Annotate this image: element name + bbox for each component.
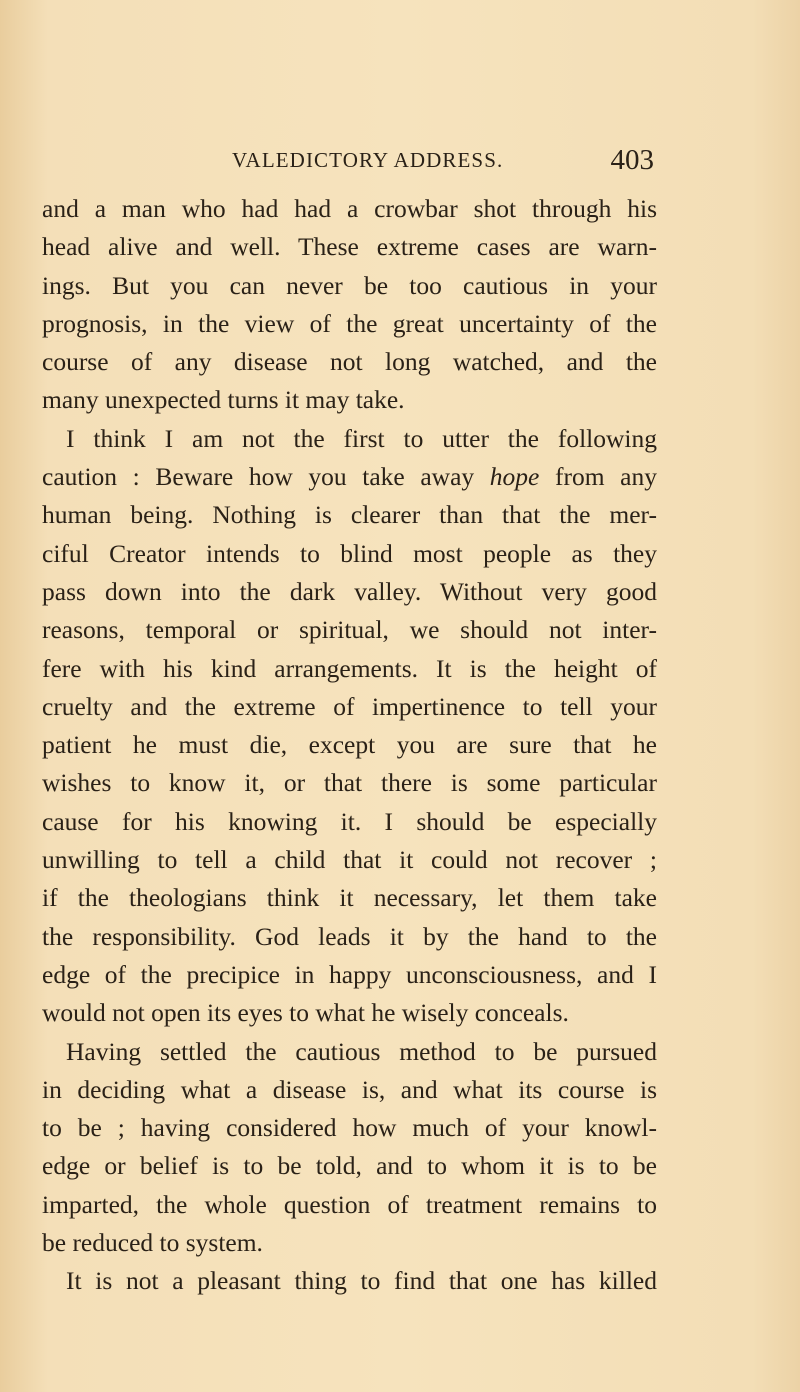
text-line: if the theologians think it necessary, let them take: [42, 883, 657, 913]
text-line: to be ; having considered how much of your knowl-: [42, 1113, 657, 1143]
running-title: VALEDICTORY ADDRESS.: [232, 148, 504, 172]
text-line: patient he must die, except you are sure that he: [42, 730, 657, 760]
text-line: cruelty and the extreme of impertinence to tell your: [42, 691, 657, 721]
text-line: imparted, the whole question of treatment remains to: [42, 1189, 657, 1219]
text-line: prognosis, in the view of the great uncertainty of the: [42, 308, 657, 338]
text-line: be reduced to system.: [42, 1228, 263, 1258]
text-segment: caution : Beware how you take away: [42, 462, 490, 492]
page-header: [232, 142, 654, 178]
emphasized-word: hope: [489, 462, 540, 492]
text-line: unwilling to tell a child that it could not recover ;: [42, 845, 657, 875]
text-line: would not open its eyes to what he wisely conceals.: [42, 998, 569, 1028]
text-line-with-emphasis: [42, 458, 657, 496]
text-line: head alive and well. These extreme cases are warn-: [42, 232, 657, 262]
text-line: cause for his knowing it. I should be especially: [42, 806, 657, 836]
text-segment: from any: [539, 462, 658, 492]
text-line: wishes to know it, or that there is some particular: [42, 768, 657, 798]
text-line: It is not a pleasant thing to find that one has killed: [66, 1266, 657, 1296]
text-line: reasons, temporal or spiritual, we should not inter-: [42, 615, 657, 645]
text-line: the responsibility. God leads it by the hand to the: [42, 921, 657, 951]
text-line: Having settled the cautious method to be pursued: [66, 1036, 657, 1066]
body-text: [42, 190, 657, 1301]
text-line: edge or belief is to be told, and to whom it is to be: [42, 1151, 657, 1181]
text-line: I think I am not the first to utter the following: [66, 423, 657, 453]
text-line: many unexpected turns it may take.: [42, 385, 405, 415]
text-line: course of any disease not long watched, and the: [42, 347, 657, 377]
text-line: and a man who had had a crowbar shot through his: [42, 194, 657, 223]
text-line: human being. Nothing is clearer than that the mer-: [42, 500, 657, 530]
page-number: 403: [610, 144, 654, 176]
text-line: pass down into the dark valley. Without very good: [42, 576, 657, 606]
text-line: fere with his kind arrangements. It is the height of: [42, 653, 657, 683]
text-line: edge of the precipice in happy unconsciousness, and I: [42, 959, 657, 989]
text-line: ings. But you can never be too cautious in your: [42, 270, 657, 300]
text-line: in deciding what a disease is, and what its course is: [42, 1074, 657, 1104]
text-line: ciful Creator intends to blind most people as they: [42, 538, 657, 568]
